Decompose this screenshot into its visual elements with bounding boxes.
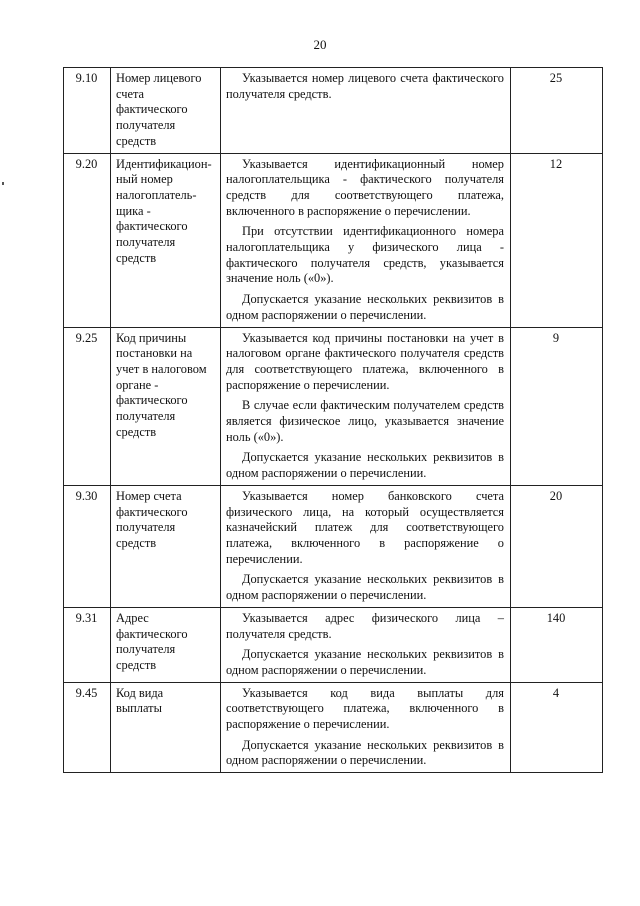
- requisite-name: [111, 68, 221, 154]
- requisite-name-line: получателя: [116, 520, 176, 535]
- table-row: [64, 607, 603, 682]
- table-row: [64, 68, 603, 154]
- requisite-name-line: Номер счета: [116, 488, 182, 503]
- requisite-name-line: учет в налоговом: [116, 361, 207, 376]
- requisite-name-line: средств: [116, 535, 157, 550]
- requisite-code: 9.10: [64, 68, 111, 154]
- requisite-code: 9.25: [64, 327, 111, 485]
- description-paragraph: Указывается адрес физического лица – получателя средств.: [226, 610, 504, 641]
- requisite-name-line: получателя: [116, 118, 176, 133]
- requisite-length: 20: [511, 485, 603, 607]
- requisite-name-line: щика -: [116, 203, 151, 218]
- description-paragraph: При отсутствии идентификационного номера налогоплательщика у физического лица - фактического получателя средств, указывается значение ноль («0»).: [226, 224, 504, 286]
- requisite-name-line: получателя: [116, 642, 176, 657]
- requisite-name: [111, 485, 221, 607]
- description-paragraph: Указывается код причины постановки на учет в налоговом органе фактического получателя средств для соответствующего платежа, включенного в распоряжение о перечислении.: [226, 330, 504, 392]
- requisite-name: [111, 607, 221, 682]
- table-row: [64, 153, 603, 327]
- requisite-name-line: выплаты: [116, 701, 162, 716]
- description-paragraph: Допускается указание нескольких реквизитов в одном распоряжении о перечислении.: [226, 572, 504, 603]
- requisite-name: [111, 153, 221, 327]
- requisite-name-line: Номер лицевого: [116, 71, 202, 85]
- requisite-name: [111, 327, 221, 485]
- requisite-name-line: Идентификацион-: [116, 156, 212, 171]
- requisite-description: [221, 682, 511, 773]
- requisite-name: [111, 682, 221, 773]
- requisite-length: 140: [511, 607, 603, 682]
- requisite-description: [221, 327, 511, 485]
- requisite-name-line: средств: [116, 133, 157, 148]
- requisite-code: 9.45: [64, 682, 111, 773]
- requisite-description: [221, 153, 511, 327]
- requisite-name-line: Код причины: [116, 330, 187, 345]
- requisite-name-line: получателя: [116, 235, 176, 250]
- description-paragraph: Указывается номер лицевого счета фактического получателя средств.: [226, 71, 504, 101]
- requisite-length: 12: [511, 153, 603, 327]
- description-paragraph: Указывается идентификационный номер налогоплательщика - фактического получателя средств для соответствующего платежа, включенного в распоряжение о перечислении.: [226, 156, 504, 218]
- requisite-name-line: фактического: [116, 626, 188, 641]
- requisite-code: 9.30: [64, 485, 111, 607]
- requisite-name-line: фактического: [116, 219, 188, 234]
- requisite-description: [221, 485, 511, 607]
- requisite-length: 25: [511, 68, 603, 154]
- description-paragraph: Допускается указание нескольких реквизитов в одном распоряжении о перечислении.: [226, 292, 504, 322]
- requisite-name-line: получателя: [116, 409, 176, 424]
- requisite-name-line: налогоплатель-: [116, 187, 197, 202]
- requisite-name-line: средств: [116, 657, 157, 672]
- table-row: [64, 485, 603, 607]
- requisite-name-line: средств: [116, 424, 157, 439]
- requisite-description: [221, 607, 511, 682]
- requisite-code: 9.20: [64, 153, 111, 327]
- requisite-code: 9.31: [64, 607, 111, 682]
- requisite-name-line: фактического: [116, 504, 188, 519]
- requisites-table: [63, 67, 603, 773]
- requisite-name-line: постановки на: [116, 346, 193, 361]
- description-paragraph: Допускается указание нескольких реквизитов в одном распоряжении о перечислении.: [226, 450, 504, 481]
- requisite-name-line: ный номер: [116, 172, 173, 187]
- requisite-name-line: фактического: [116, 102, 188, 117]
- description-paragraph: Указывается номер банковского счета физического лица, на который осуществляется казначейский платеж для соответствующего платежа, включенного в распоряжение о перечислении.: [226, 488, 504, 566]
- requisites-table-body: [64, 68, 603, 773]
- table-row: [64, 682, 603, 773]
- requisite-name-line: Код вида: [116, 685, 164, 700]
- requisite-length: 4: [511, 682, 603, 773]
- description-paragraph: В случае если фактическим получателем средств является физическое лицо, указывается значение ноль («0»).: [226, 398, 504, 444]
- requisite-name-line: средств: [116, 250, 157, 265]
- scan-artifact-mark: [2, 182, 4, 185]
- requisite-name-line: счета: [116, 86, 145, 101]
- description-paragraph: Допускается указание нескольких реквизитов в одном распоряжении о перечислении.: [226, 647, 504, 677]
- description-paragraph: Указывается код вида выплаты для соответствующего платежа, включенного в распоряжение о перечислении.: [226, 685, 504, 732]
- requisite-name-line: органе -: [116, 377, 159, 392]
- page-number: 20: [313, 37, 327, 52]
- description-paragraph: Допускается указание нескольких реквизитов в одном распоряжении о перечислении.: [226, 737, 504, 768]
- requisite-description: [221, 68, 511, 154]
- requisite-name-line: фактического: [116, 393, 188, 408]
- requisite-name-line: Адрес: [116, 610, 149, 625]
- requisite-length: 9: [511, 327, 603, 485]
- table-row: [64, 327, 603, 485]
